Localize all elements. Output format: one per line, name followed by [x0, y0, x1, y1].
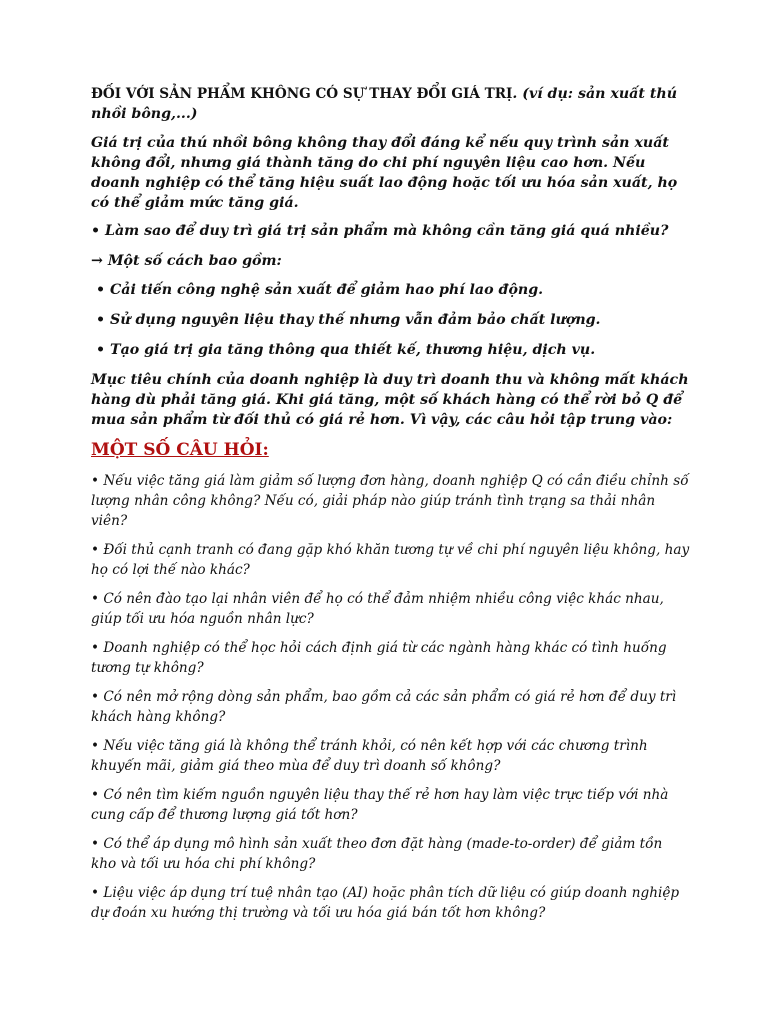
questions-list	[91, 471, 691, 923]
approach-item: • Sử dụng nguyên liệu thay thế nhưng vẫn đảm bảo chất lượng.	[96, 312, 601, 328]
heading-caps: ĐỐI VỚI SẢN PHẨM KHÔNG CÓ SỰ THAY ĐỔI GIÁ TRỊ	[91, 86, 513, 102]
approach-item: • Tạo giá trị gia tăng thông qua thiết kế, thương hiệu, dịch vụ.	[96, 342, 596, 358]
question-item: • Có nên mở rộng dòng sản phẩm, bao gồm cả các sản phẩm có giá rẻ hơn để duy trì khách hàng không?	[91, 689, 677, 725]
goal-paragraph: Mục tiêu chính của doanh nghiệp là duy trì doanh thu và không mất khách hàng dù phải tăng giá. Khi giá tăng, một số khách hàng có thể rời bỏ Q để mua sản phẩm từ đối thủ có giá rẻ hơn. Vì vậy, các câu hỏi tập trung vào:	[91, 372, 689, 428]
question-item: • Nếu việc tăng giá làm giảm số lượng đơn hàng, doanh nghiệp Q có cần điều chỉnh số lượng nhân công không? Nếu có, giải pháp nào giúp tránh tình trạng sa thải nhân viên?	[91, 473, 689, 529]
question-item: • Có thể áp dụng mô hình sản xuất theo đơn đặt hàng (made-to-order) để giảm tồn kho và tối ưu hóa chi phí không?	[91, 836, 663, 872]
question-item: • Đối thủ cạnh tranh có đang gặp khó khăn tương tự về chi phí nguyên liệu không, hay họ có lợi thế nào khác?	[91, 542, 690, 578]
question-item: • Có nên đào tạo lại nhân viên để họ có thể đảm nhiệm nhiều công việc khác nhau, giúp tối ưu hóa nguồn nhân lực?	[91, 591, 664, 627]
approach-item: • Cải tiến công nghệ sản xuất để giảm hao phí lao động.	[96, 282, 544, 298]
heading-note: . (ví dụ: sản xuất thú nhồi bông,...)	[91, 86, 678, 122]
approaches-intro: → Một số cách bao gồm:	[91, 253, 282, 269]
key-question: • Làm sao để duy trì giá trị sản phẩm mà không cần tăng giá quá nhiều?	[91, 223, 669, 239]
question-item: • Có nên tìm kiếm nguồn nguyên liệu thay thế rẻ hơn hay làm việc trực tiếp với nhà cung cấp để thương lượng giá tốt hơn?	[91, 787, 669, 823]
question-item: • Doanh nghiệp có thể học hỏi cách định giá từ các ngành hàng khác có tình huống tương tự không?	[91, 640, 667, 676]
question-item: • Liệu việc áp dụng trí tuệ nhân tạo (AI) hoặc phân tích dữ liệu có giúp doanh nghiệp dự đoán xu hướng thị trường và tối ưu hóa giá bán tốt hơn không?	[91, 885, 680, 921]
question-item: • Nếu việc tăng giá là không thể tránh khỏi, có nên kết hợp với các chương trình khuyến mãi, giảm giá theo mùa để duy trì doanh số không?	[91, 738, 648, 774]
questions-title: MỘT SỐ CÂU HỎI:	[91, 440, 269, 460]
document-heading	[91, 84, 691, 124]
approaches-list	[91, 280, 691, 360]
intro-paragraph: Giá trị của thú nhồi bông không thay đổi đáng kể nếu quy trình sản xuất không đổi, nhưng giá thành tăng do chi phí nguyên liệu cao hơn. Nếu doanh nghiệp có thể tăng hiệu suất lao động hoặc tối ưu hóa sản xuất, họ có thể giảm mức tăng giá.	[91, 135, 678, 211]
document-page	[91, 84, 691, 932]
